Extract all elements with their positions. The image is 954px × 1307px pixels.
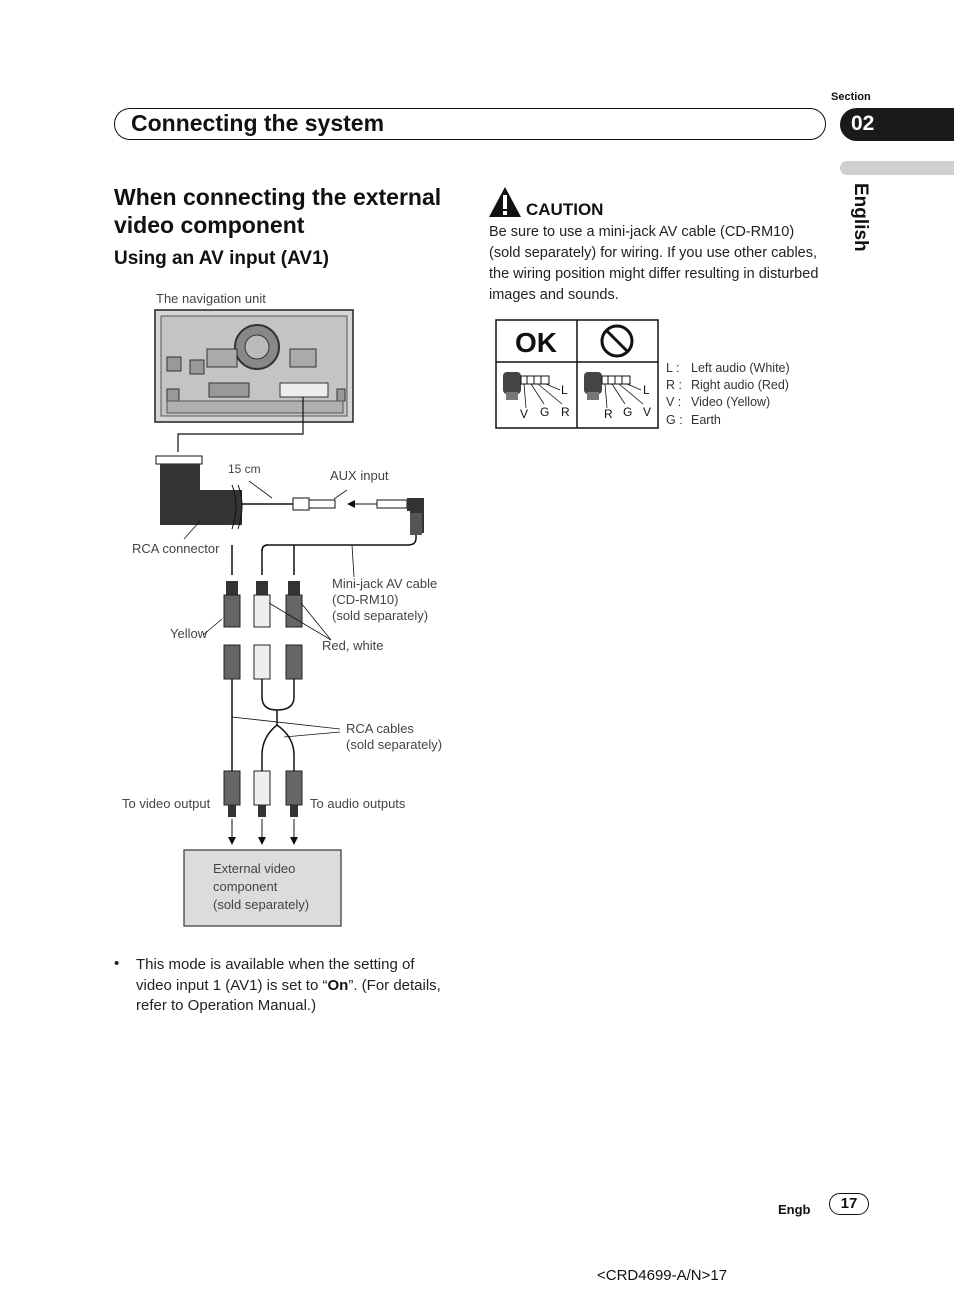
legend-desc: Right audio (Red)	[691, 378, 789, 392]
note-setting-value: On	[327, 976, 349, 994]
rca-cables-label-line2: (sold separately)	[346, 737, 443, 752]
section-number: 02	[851, 112, 875, 135]
video-output-label: To video output	[122, 796, 211, 811]
external-label-line2: component	[213, 879, 278, 894]
bullet-marker: •	[114, 955, 120, 972]
rca-connector-label: RCA connector	[132, 541, 220, 556]
sub-heading: Using an AV input (AV1)	[114, 248, 329, 269]
rca-plug-row-3	[224, 771, 302, 817]
ng-pin-r: R	[604, 407, 613, 421]
rca-cables-label-line1: RCA cables	[346, 721, 414, 736]
external-label-line1: External video	[213, 861, 296, 876]
rca-plug-row-2	[224, 645, 302, 679]
main-heading: When connecting the external video component	[114, 184, 442, 238]
external-label-line3: (sold separately)	[213, 897, 310, 912]
warning-icon	[488, 186, 522, 218]
legend-desc: Left audio (White)	[691, 361, 790, 375]
ng-pin-l: L	[643, 383, 650, 397]
caution-title: CAUTION	[526, 200, 604, 219]
language-label: English	[850, 183, 871, 252]
ng-pin-v: V	[643, 405, 652, 419]
legend-key: V :	[666, 395, 682, 409]
cable-label-line3: (sold separately)	[332, 608, 429, 623]
yellow-label: Yellow	[170, 626, 208, 641]
note-text: This mode is available when the setting of video input 1 (AV1) is set to “On”. (For details, refer to Operation Manual.)	[136, 956, 441, 1014]
nav-unit-label: The navigation unit	[156, 291, 266, 306]
wiring-diagram	[112, 285, 457, 935]
mini-jack-plug-icon	[377, 498, 424, 535]
aux-input-label: AUX input	[330, 468, 389, 483]
document-code: <CRD4699-A/N>17	[597, 1267, 728, 1284]
plug-comparison-table	[494, 318, 814, 430]
cable-label-line1: Mini-jack AV cable	[332, 576, 438, 591]
legend-desc: Video (Yellow)	[691, 395, 771, 409]
legend-key: R :	[666, 378, 682, 392]
navigation-unit-image	[155, 310, 353, 422]
ok-pin-l: L	[561, 383, 568, 397]
red-white-label: Red, white	[322, 638, 384, 653]
caution-text: Be sure to use a mini-jack AV cable (CD-RM10) (sold separately) for wiring. If you use other cables, the wiring position might differ resulting in disturbed images and sounds.	[489, 224, 819, 303]
ok-label: OK	[515, 327, 557, 358]
cable-label-line2: (CD-RM10)	[332, 592, 399, 607]
language-tab	[840, 161, 954, 175]
legend-key: L :	[666, 361, 680, 375]
section-label: Section	[831, 91, 871, 103]
page-number: 17	[840, 1195, 858, 1212]
rca-plug-row-1	[224, 581, 302, 627]
legend-desc: Earth	[691, 413, 721, 427]
page-title: Connecting the system	[131, 110, 385, 136]
ng-pin-g: G	[623, 405, 633, 419]
ok-pin-v: V	[520, 407, 529, 421]
audio-outputs-label: To audio outputs	[310, 796, 406, 811]
length-label: 15 cm	[228, 462, 261, 476]
ok-pin-g: G	[540, 405, 550, 419]
aux-input-jack-icon	[293, 498, 335, 510]
legend-key: G :	[666, 413, 683, 427]
ok-pin-r: R	[561, 405, 570, 419]
language-code: Engb	[778, 1202, 811, 1217]
